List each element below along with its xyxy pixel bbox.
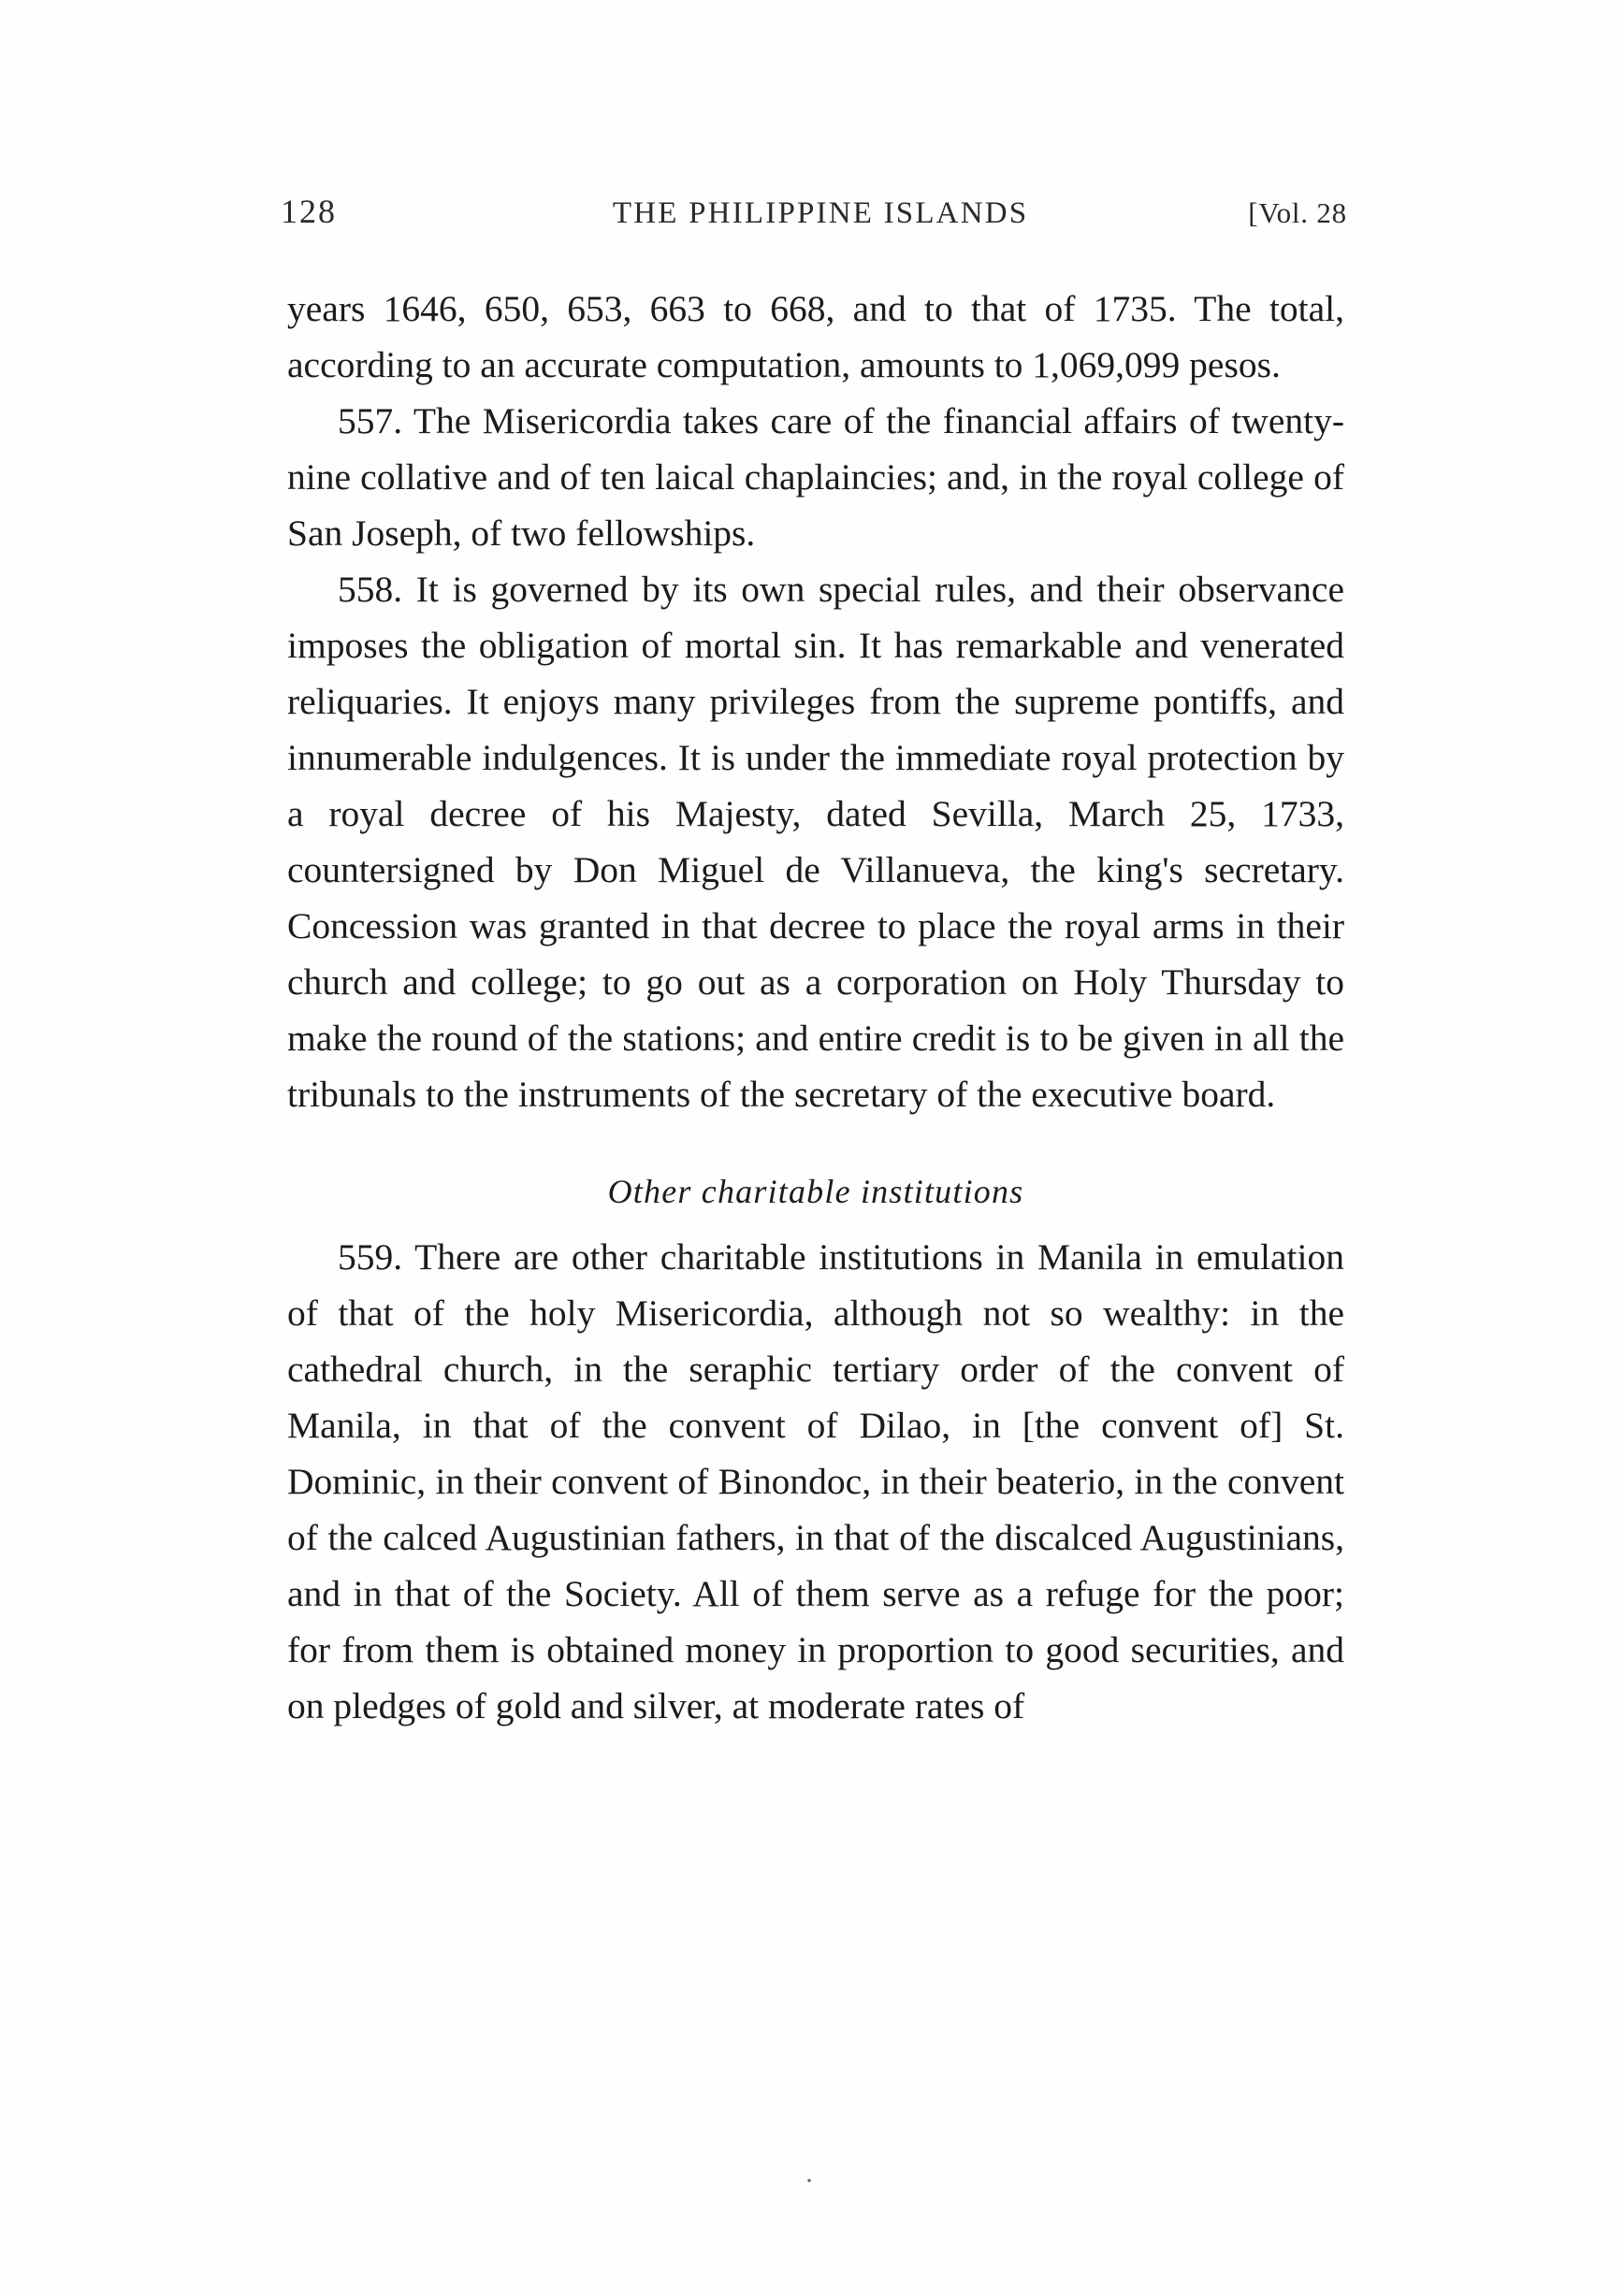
page-number: 128 [281,193,337,230]
section-subheading: Other charitable institutions [607,1173,1024,1210]
running-title: THE PHILIPPINE ISLANDS [612,196,1029,230]
page-body [287,281,1344,1734]
paragraph-557: 557. The Misericordia takes care of the financial affairs of twenty-nine collative and of ten laical chaplaincies; and, in the royal college of San Joseph, of two fellowships. [287,400,1344,554]
paragraph-558: 558. It is governed by its own special rules, and their observance imposes the obligation of mortal sin. It has remarkable and venerated reliquaries. It enjoys many privileges from the supreme pontiffs, and innumerable indulgences. It is under the immediate royal protection by a royal decree of his Majesty, dated Sevilla, March 25, 1733, countersigned by Don Miguel de Villanueva, the king's secretary. Concession was granted in that decree to place the royal arms in their church and college; to go out as a corporation on Holy Thursday to make the round of the stations; and entire credit is to be given in all the tribunals to the instruments of the secretary of the executive board. [287,569,1344,1115]
footer-mark: . [805,2158,813,2188]
paragraph-continued: years 1646, 650, 653, 663 to 668, and to that of 1735. The total, according to an accurate computation, amounts to 1,069,099 pesos. [287,288,1344,385]
paragraph-559: 559. There are other charitable institutions in Manila in emulation of that of the holy Misericordia, although not so wealthy: in the cathedral church, in the seraphic tertiary order of the convent of Manila, in that of the convent of Dilao, in [the convent of] St. Dominic, in their convent of Binondoc, in their beaterio, in the convent of the calced Augustinian fathers, in that of the discalced Augustinians, and in that of the Society. All of them serve as a refuge for the poor; for from them is obtained money in proportion to good securities, and on pledges of gold and silver, at moderate rates of [287,1236,1344,1726]
page-header [281,192,1347,231]
volume-label: [Vol. 28 [1248,196,1347,229]
